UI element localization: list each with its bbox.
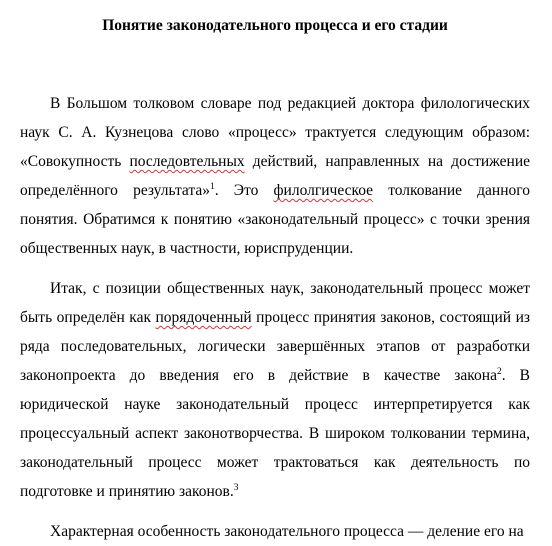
misspelled-word[interactable]: порядоченный: [155, 309, 252, 326]
misspelled-word[interactable]: последовтельных: [129, 153, 245, 170]
footnote-ref-2[interactable]: 2: [496, 366, 502, 377]
misspelled-word[interactable]: филолгическое: [273, 182, 374, 199]
paragraph-2: [20, 274, 530, 506]
paragraph-1-text-a: В Большом толковом словаре под редакцией доктора филологических наук С. А. Кузнецова слово «процесс» трактуется следующим образом: «Совокупность: [20, 95, 530, 170]
footnote-ref-1[interactable]: 1: [210, 181, 215, 192]
paragraph-1-text-d: толкование данного понятия. Обратимся к понятию «законодательный процесс» с точки зрения общественных наук, в частности, юриспруденции.: [20, 182, 530, 257]
paragraph-1: [20, 89, 530, 263]
paragraph-1-text-b: действий, направленных на достижение определённого результата»: [20, 153, 531, 199]
paragraph-2-text-b: процесс принятия законов, состоящий из ряда последовательных, логически завершённых этапов от разработки законопроекта до введения его в действие в качестве закона: [20, 309, 530, 384]
paragraph-2-text-a: Итак, с позиции общественных наук, законодательный процесс может быть определён как: [20, 280, 530, 326]
footnote-ref-3[interactable]: 3: [233, 482, 239, 493]
paragraph-2-text-c: . В юридической науке законодательный процесс интерпретируется как процессуальный аспект законотворчества. В широком толковании термина, законодательный процесс может трактоваться как деятельность по подготовке и принятию законов.: [20, 367, 530, 500]
paragraph-3: [20, 517, 530, 546]
paragraph-1-text-c: . Это: [214, 182, 274, 199]
document-title: Понятие законодательного процесса и его стадии: [102, 17, 448, 34]
paragraph-3-text: Характерная особенность законодательного процесса — деление его на: [50, 523, 524, 540]
